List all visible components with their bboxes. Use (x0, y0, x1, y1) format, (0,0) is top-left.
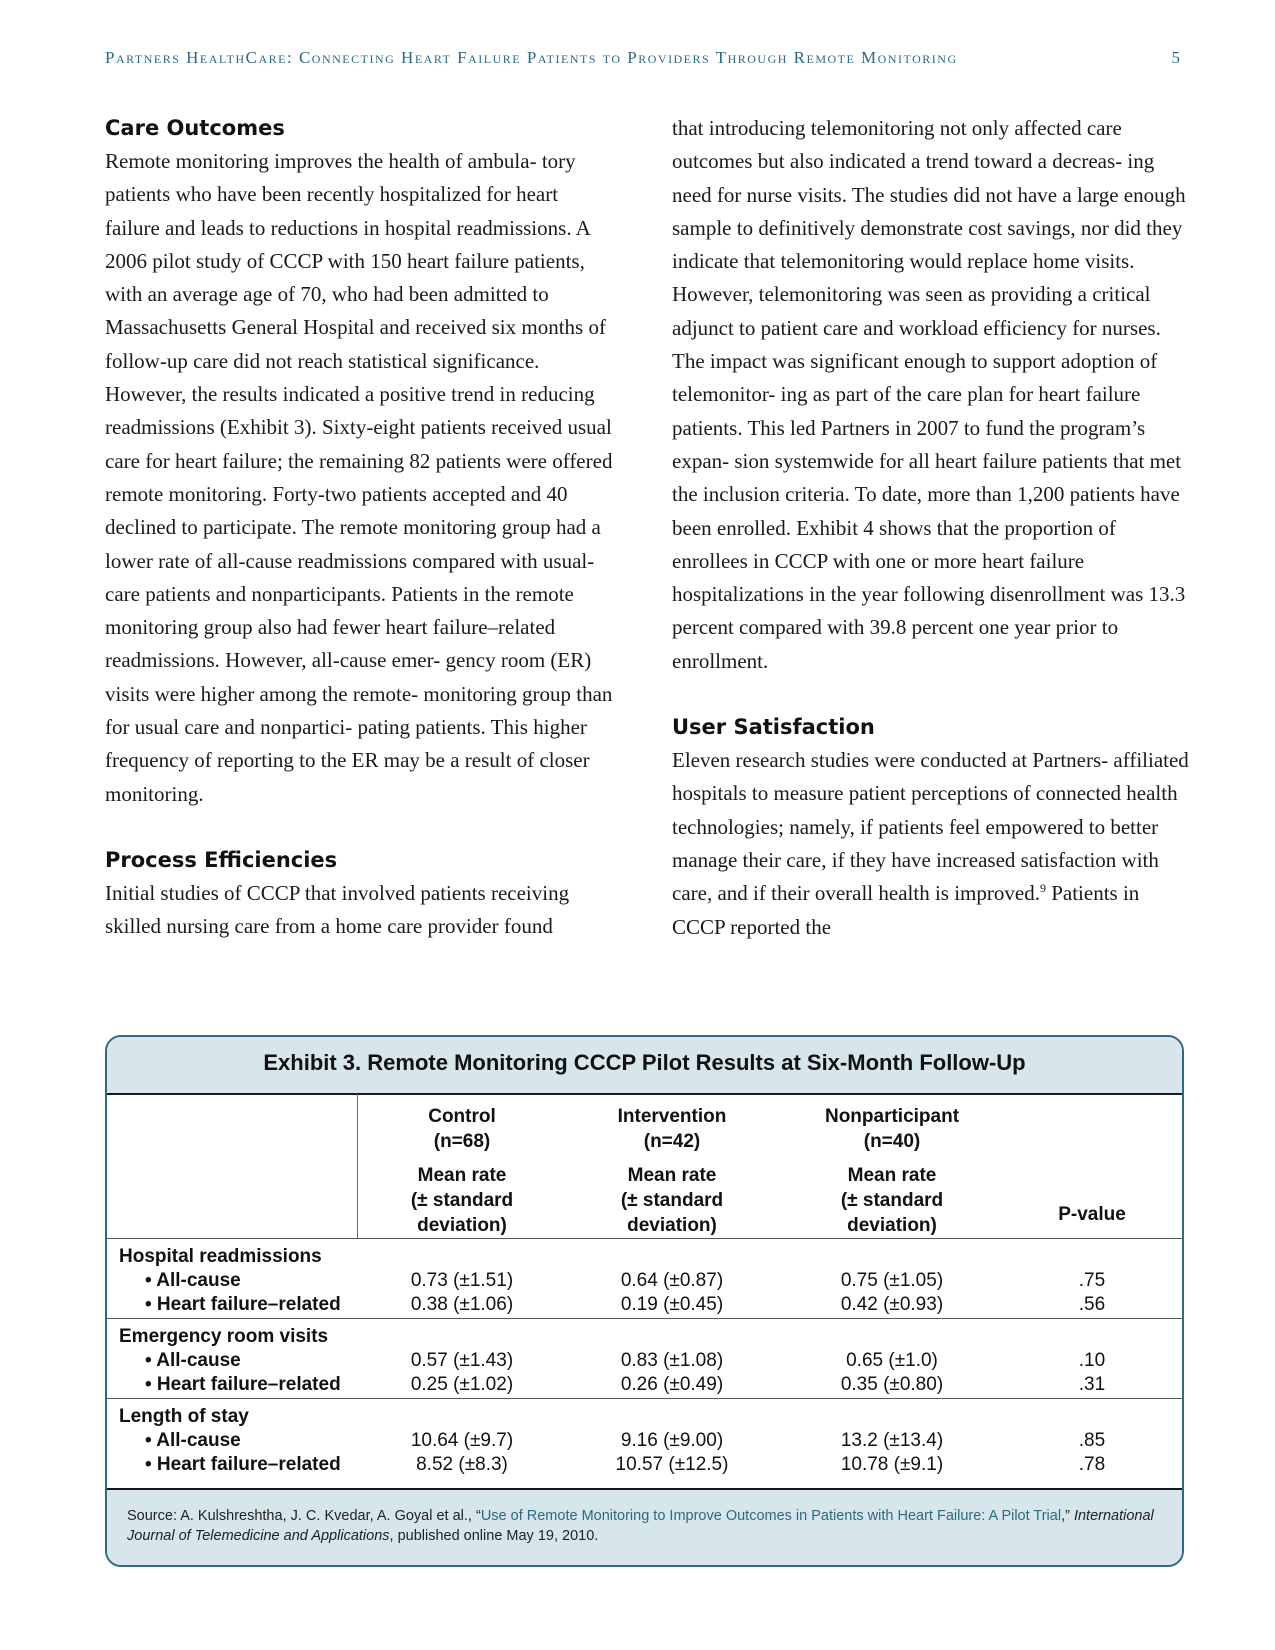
control-header (367, 1104, 557, 1238)
cell-control: 8.52 (±8.3) (416, 1454, 508, 1475)
intervention-std: (± standard (620, 1190, 724, 1211)
nonparticipant-mean-rate: Mean rate (847, 1165, 937, 1186)
user-satisfaction-paragraph (672, 744, 1192, 944)
cell-nonparticipant: 0.35 (±0.80) (840, 1374, 944, 1395)
process-efficiencies-paragraph: Initial studies of CCCP that involved patients receiving skilled nursing care from a home care provider found (105, 880, 570, 939)
running-title: Partners HealthCare: Connecting Heart Failure Patients to Providers Through Remote Monitoring (105, 48, 958, 67)
process-efficiencies-continued-paragraph: that introducing telemonitoring not only affected care outcomes but also indicated a trend toward a decreas- ing need for nurse visits. The studies did not have a large enough sample to definitively demonstrate cost savings, nor did they indicate that telemonitoring would replace home visits. However, telemonitoring was seen as providing a critical adjunct to patient care and workload efficiency for nurses. The impact was significant enough to support adoption of telemonitor- ing as part of the care plan for heart failure patients. This led Partners in 2007 to fund the program’s expan- sion systemwide for all heart failure patients that met the inclusion criteria. To date, more than 1,200 patients have been enrolled. Exhibit 4 shows that the proportion of enrollees in CCCP with one or more heart failure hospitalizations in the year following disenrollment was 13.3 percent compared with 39.8 percent one year prior to enrollment. (672, 116, 1186, 673)
intervention-header (577, 1104, 767, 1238)
pvalue-header: P-value (1058, 1204, 1126, 1225)
nonparticipant-deviation: deviation) (847, 1215, 937, 1236)
nonparticipant-header (797, 1104, 987, 1238)
control-mean-rate: Mean rate (417, 1165, 507, 1186)
cell-intervention: 0.19 (±0.45) (620, 1294, 724, 1315)
exhibit-3-table (105, 1035, 1184, 1567)
row-label: • Heart failure–related (145, 1374, 341, 1395)
source-prefix: Source: A. Kulshreshtha, J. C. Kvedar, A. Goyal et al., “ (127, 1508, 481, 1524)
control-deviation: deviation) (417, 1215, 507, 1236)
cell-intervention: 10.57 (±12.5) (615, 1454, 729, 1475)
cell-nonparticipant: 0.65 (±1.0) (846, 1350, 938, 1371)
cell-control: 0.38 (±1.06) (410, 1294, 514, 1315)
control-group-label: Control (428, 1106, 496, 1127)
control-std: (± standard (410, 1190, 514, 1211)
row-label: • Heart failure–related (145, 1454, 341, 1475)
cell-control: 0.57 (±1.43) (410, 1350, 514, 1371)
row-label: • All-cause (145, 1350, 241, 1371)
source-mid: ,” (1061, 1508, 1074, 1524)
cell-pvalue: .78 (1078, 1454, 1106, 1475)
header-divider (357, 1094, 358, 1238)
care-outcomes-paragraph: Remote monitoring improves the health of ambula- tory patients who have been recently hospitalized for heart failure and leads to reductions in hospital readmissions. A 2006 pilot study of CCCP with 150 heart failure patients, with an average age of 70, who had been admitted to Massachusetts General Hospital and received six months of follow-up care did not reach statistical significance. However, the results indicated a positive trend in reducing readmissions (Exhibit 3). Sixty-eight patients received usual care for heart failure; the remaining 82 patients were offered remote monitoring. Forty-two patients accepted and 40 declined to participate. The remote monitoring group had a lower rate of all-cause readmissions compared with usual-care patients and nonparticipants. Patients in the remote monitoring group also had fewer heart failure–related readmissions. However, all-cause emer- gency room (ER) visits were higher among the remote- monitoring group than for usual care and nonpartici- pating patients. This higher frequency of reporting to the ER may be a result of closer monitoring. (105, 149, 613, 806)
cell-intervention: 0.83 (±1.08) (620, 1350, 724, 1371)
cell-intervention: 0.26 (±0.49) (620, 1374, 724, 1395)
exhibit-source-bar (107, 1488, 1182, 1565)
exhibit-title-bar (107, 1037, 1182, 1095)
nonparticipant-n: (n=40) (863, 1131, 921, 1152)
nonparticipant-group-label: Nonparticipant (824, 1106, 960, 1127)
section-label-length-of-stay: Length of stay (119, 1406, 249, 1427)
right-column (672, 112, 1192, 944)
intervention-deviation: deviation) (627, 1215, 717, 1236)
intervention-group-label: Intervention (617, 1106, 727, 1127)
cell-intervention: 9.16 (±9.00) (620, 1430, 724, 1451)
cell-nonparticipant: 10.78 (±9.1) (840, 1454, 944, 1475)
cell-nonparticipant: 13.2 (±13.4) (840, 1430, 944, 1451)
running-header (105, 48, 1180, 72)
section-heading-process-efficiencies: Process Efficiencies (105, 847, 338, 872)
intervention-n: (n=42) (643, 1131, 701, 1152)
cell-control: 0.25 (±1.02) (410, 1374, 514, 1395)
exhibit-title: Exhibit 3. Remote Monitoring CCCP Pilot Results at Six-Month Follow-Up (263, 1050, 1026, 1075)
row-label: • All-cause (145, 1430, 241, 1451)
exhibit-source (127, 1506, 1157, 1546)
source-article-link[interactable]: Use of Remote Monitoring to Improve Outcomes in Patients with Heart Failure: A Pilot Trial (480, 1508, 1062, 1524)
nonparticipant-std: (± standard (840, 1190, 944, 1211)
section-label-emergency-room-visits: Emergency room visits (119, 1326, 329, 1347)
page-number: 5 (1171, 48, 1180, 67)
cell-nonparticipant: 0.42 (±0.93) (840, 1294, 944, 1315)
cell-pvalue: .10 (1078, 1350, 1106, 1371)
cell-pvalue: .31 (1078, 1374, 1106, 1395)
cell-pvalue: .85 (1078, 1430, 1106, 1451)
table-rule (107, 1318, 1182, 1319)
cell-nonparticipant: 0.75 (±1.05) (840, 1270, 944, 1291)
section-heading-care-outcomes: Care Outcomes (105, 116, 285, 140)
row-label: • Heart failure–related (145, 1294, 341, 1315)
cell-pvalue: .75 (1078, 1270, 1106, 1291)
cell-control: 10.64 (±9.7) (410, 1430, 514, 1451)
section-label-hospital-readmissions: Hospital readmissions (119, 1246, 322, 1267)
table-rule (107, 1238, 1182, 1239)
user-satisfaction-text: Eleven research studies were conducted at Partners- affiliated hospitals to measure patient perceptions of connected health technologies; namely, if patients feel empowered to better manage their care, if they have increased satisfaction with care, and if their overall health is improved. (672, 748, 1189, 906)
table-rule (107, 1398, 1182, 1399)
source-journal: International Journal of Telemedicine and Applications (127, 1508, 1154, 1544)
control-n: (n=68) (433, 1131, 491, 1152)
cell-intervention: 0.64 (±0.87) (620, 1270, 724, 1291)
footnote-marker: 9 (1039, 881, 1046, 896)
intervention-mean-rate: Mean rate (627, 1165, 717, 1186)
row-label: • All-cause (145, 1270, 241, 1291)
cell-control: 0.73 (±1.51) (410, 1270, 514, 1291)
source-suffix: , published online May 19, 2010. (389, 1528, 599, 1544)
left-column (105, 112, 617, 944)
user-satisfaction-tail: Patients in CCCP reported the (672, 881, 1140, 939)
cell-pvalue: .56 (1078, 1294, 1106, 1315)
section-heading-user-satisfaction: User Satisfaction (672, 715, 875, 740)
